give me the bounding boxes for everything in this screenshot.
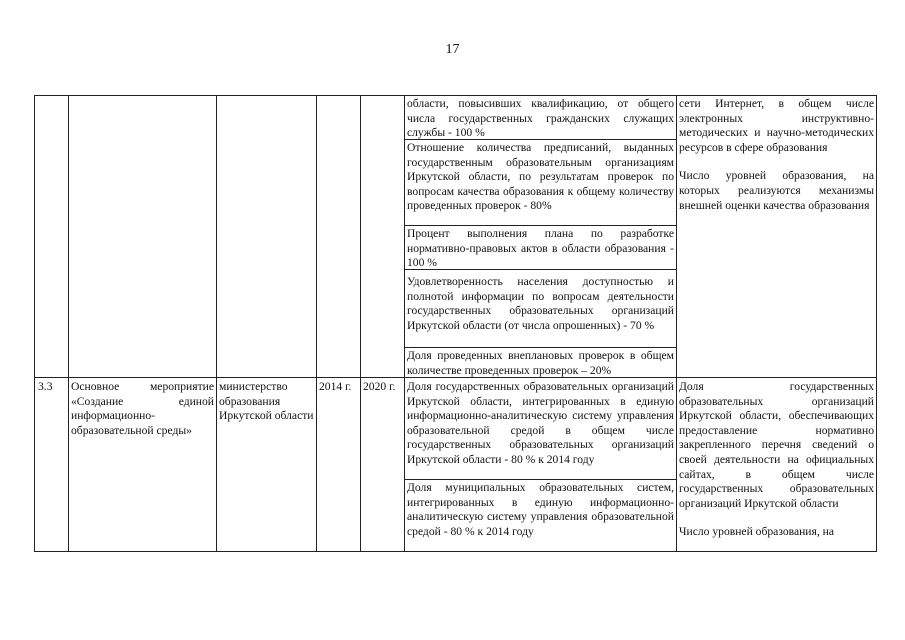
col-line: [316, 95, 317, 552]
col-line: [68, 95, 69, 552]
target-cell: Доля государственных образовательных организаций Иркутской области, обеспечивающих предоставление нормативно закрепленного перечня сведений о своей деятельности на официальных сайтах, в общем числе государственных образовательных организаций Иркутской области Число уровней образования, на: [679, 380, 874, 539]
target-cell: сети Интернет, в общем числе электронных инструктивно-методических и научно-методических ресурсов в сфере образования Число уровней образования, на которых реализуются механизмы внешней оценки качества образования: [679, 97, 874, 212]
indicator-cell: Доля государственных образовательных организаций Иркутской области, интегрированных в единую информационно-аналитическую систему управления образовательной средой в общем числе государственных образовательных организаций Иркутской области - 80 % к 2014 году: [407, 380, 674, 466]
indicator-cell: Процент выполнения плана по разработке нормативно-правовых актов в области образования - 100 %: [407, 227, 674, 270]
row-line: [404, 225, 676, 226]
row-line: [404, 479, 676, 480]
row-line: [34, 551, 877, 552]
row-line: [404, 347, 676, 348]
col-line: [876, 95, 877, 552]
col-line: [216, 95, 217, 552]
indicator-cell: Доля муниципальных образовательных систем, интегрированных в единую информационно-аналитическую систему управления образовательной средой - 80 % к 2014 году: [407, 481, 674, 538]
col-line: [360, 95, 361, 552]
program-table: [34, 95, 877, 552]
indicator-cell: Отношение количества предписаний, выданных государственным образовательным организациям Иркутской области, по результатам проверок по вопросам качества образования к общему количеству проведенных проверок - 80%: [407, 141, 674, 213]
row-line: [34, 95, 877, 96]
start-year: 2014 г.: [319, 380, 352, 393]
col-line: [34, 95, 35, 552]
indicator-cell: Доля проведенных внеплановых проверок в общем количестве проведенных проверок – 20%: [407, 349, 674, 377]
row-number: 3.3: [38, 380, 53, 393]
page-number: 17: [445, 42, 460, 57]
event-name: Основное мероприятие «Создание единой информационно-образовательной среды»: [71, 380, 214, 437]
executor: министерство образования Иркутской области: [219, 380, 314, 423]
indicator-cell: области, повысивших квалификацию, от общего числа государственных гражданских служащих службы - 100 %: [407, 97, 674, 140]
col-line: [404, 95, 405, 552]
end-year: 2020 г.: [363, 380, 396, 393]
indicator-cell: Удовлетворенность населения доступностью и полнотой информации по вопросам деятельности государственных образовательных организаций Иркутской области (от числа опрошенных) - 70 %: [407, 275, 674, 332]
col-line: [676, 95, 677, 552]
